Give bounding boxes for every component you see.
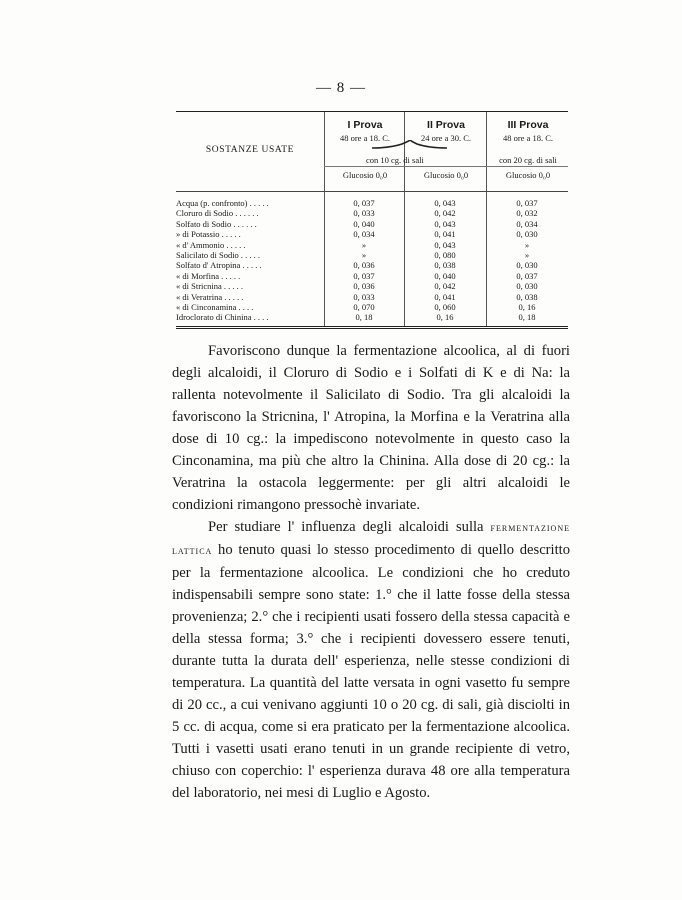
table-row bbox=[176, 198, 568, 208]
row-substance: Acqua (p. confronto) . . . . . bbox=[176, 198, 269, 208]
row-value-trial-3: 0, 032 bbox=[516, 208, 538, 219]
substances-header: SOSTANZE USATE bbox=[205, 145, 295, 155]
row-substance: « di Stricnina . . . . . bbox=[176, 281, 244, 292]
row-substance: Solfato d' Atropina . . . . . bbox=[176, 260, 262, 271]
row-value-trial-2: 0, 043 bbox=[434, 218, 456, 229]
row-substance: « di Morfina . . . . . bbox=[176, 270, 241, 281]
row-value-trial-1: 0, 033 bbox=[353, 208, 375, 219]
row-value-trial-3: 0, 038 bbox=[516, 291, 538, 302]
trial-2-glucose-label: Glucosio 0₀0 bbox=[423, 170, 469, 180]
row-value-trial-3: 0, 16 bbox=[518, 301, 536, 312]
table-row bbox=[176, 250, 568, 260]
row-value-trial-2: 0, 042 bbox=[434, 208, 456, 219]
table-body bbox=[176, 192, 568, 326]
header-trial-3 bbox=[486, 112, 569, 191]
row-value-trial-3: 0, 030 bbox=[516, 281, 538, 292]
row-value-trial-1: 0, 036 bbox=[353, 260, 375, 271]
row-value-trial-3: 0, 034 bbox=[516, 218, 538, 229]
row-substance: « di Veratrina . . . . . bbox=[176, 291, 244, 302]
row-value-trial-2: 0, 060 bbox=[434, 301, 456, 312]
row-value-trial-1: 0, 18 bbox=[355, 312, 373, 323]
table-row bbox=[176, 240, 568, 250]
table-row bbox=[176, 208, 568, 218]
header-trial-1 bbox=[324, 112, 405, 191]
paragraph-2-smallcaps: fermentazione lattica bbox=[172, 522, 570, 557]
trial-3-title: III Prova bbox=[507, 119, 549, 131]
row-substance: Idroclorato di Chinina . . . . bbox=[176, 312, 269, 323]
row-value-trial-3: 0, 037 bbox=[516, 198, 538, 208]
header-trial-2 bbox=[404, 112, 487, 191]
row-value-trial-2: 0, 038 bbox=[434, 260, 456, 271]
trial-1-glucose-label: Glucosio 0₀0 bbox=[342, 170, 388, 180]
row-value-trial-1: » bbox=[361, 249, 367, 260]
table-row bbox=[176, 271, 568, 281]
row-substance: « d' Ammonio . . . . . bbox=[176, 239, 246, 250]
header-substances-cell bbox=[176, 112, 324, 191]
table-row bbox=[176, 312, 568, 322]
row-value-trial-2: 0, 042 bbox=[434, 281, 456, 292]
row-value-trial-1: 0, 034 bbox=[353, 229, 375, 240]
table-row bbox=[176, 219, 568, 229]
trial-1-title: I Prova bbox=[347, 119, 383, 131]
row-value-trial-3: 0, 030 bbox=[516, 229, 538, 240]
row-value-trial-2: 0, 041 bbox=[434, 291, 456, 302]
row-value-trial-2: 0, 080 bbox=[434, 249, 456, 260]
row-substance: « di Cinconamina . . . . bbox=[176, 301, 254, 312]
row-value-trial-3: 0, 18 bbox=[518, 312, 536, 323]
row-substance: Cloruro di Sodio . . . . . . bbox=[176, 208, 259, 219]
row-value-trial-3: » bbox=[524, 239, 530, 250]
row-value-trial-1: 0, 033 bbox=[353, 291, 375, 302]
trial-2-title: II Prova bbox=[427, 119, 465, 131]
table-row bbox=[176, 302, 568, 312]
row-value-trial-1: 0, 070 bbox=[353, 301, 375, 312]
paragraph-1: Favoriscono dunque la fermentazione alcoolica, al di fuori degli alcaloidi, il Cloruro di Sodio e i Solfati di K e di Na: la rallenta notevolmente il Salicilato di Sodio. Tra gli alcaloidi la favoriscono la Stricnina, l' Atropina, la Morfina e la Veratrina alla dose di 10 cg.: la impediscono notevolmente in questo caso la Cinconamina, ma più che altro la Chinina. Alla dose di 20 cg.: la Veratrina la ostacola leggermente: per gli altri alcaloidi le condizioni rimangono pressochè invariate. bbox=[172, 343, 570, 513]
row-value-trial-3: 0, 037 bbox=[516, 270, 538, 281]
row-value-trial-3: 0, 030 bbox=[516, 260, 538, 271]
table-row bbox=[176, 260, 568, 270]
row-value-trial-2: 0, 16 bbox=[436, 312, 454, 323]
row-value-trial-2: 0, 040 bbox=[434, 270, 456, 281]
page-number: — 8 — bbox=[316, 80, 366, 96]
row-substance: » di Potassio . . . . . bbox=[176, 229, 241, 240]
paragraph-2 bbox=[172, 516, 570, 804]
row-value-trial-1: 0, 040 bbox=[353, 218, 375, 229]
row-value-trial-1: » bbox=[361, 239, 367, 250]
dose-third-label: con 20 cg. di sali bbox=[499, 155, 557, 165]
table-header bbox=[176, 112, 568, 192]
trial-2-conditions: 24 ore a 30. C. bbox=[420, 133, 472, 143]
row-value-trial-3: » bbox=[524, 249, 530, 260]
row-value-trial-2: 0, 043 bbox=[434, 239, 456, 250]
subheader-divider bbox=[324, 166, 568, 167]
dose-shared-label: con 10 cg. di sali bbox=[366, 155, 424, 165]
row-substance: Solfato di Sodio . . . . . . bbox=[176, 218, 257, 229]
table-row bbox=[176, 281, 568, 291]
paragraph-2-start: Per studiare l' influenza degli alcaloidi sulla bbox=[208, 519, 484, 535]
body-text bbox=[172, 340, 570, 804]
row-value-trial-2: 0, 041 bbox=[434, 229, 456, 240]
row-value-trial-1: 0, 037 bbox=[353, 270, 375, 281]
brace-mark bbox=[372, 140, 447, 150]
trial-3-glucose-label: Glucosio 0₀0 bbox=[505, 170, 551, 180]
row-value-trial-1: 0, 037 bbox=[353, 198, 375, 208]
row-substance: Salicilato di Sodio . . . . . bbox=[176, 249, 261, 260]
paragraph-2-rest: ho tenuto quasi lo stesso procedimento di quello descritto per la fermentazione alcoolica. Le condizioni che ho creduto indispensabili sempre sono state: 1.° che il latte fosse della stessa provenienza; 2.° che i recipienti usati fossero della stessa capacità e della stessa forma; 3.° che i recipienti dovessero essere tenuti, durante tutta la durata dell' esperienza, nelle stesse condizioni di temperatura. La quantità del latte versata in ogni vasetto fu sempre di 20 cc., a cui venivano aggiunti 10 o 20 cg. di sali, già disciolti in 5 cc. di acqua, come si era praticato per la fermentazione alcoolica. Tutti i vasetti usati erano tenuti in un grande recipiente di vetro, chiuso con coperchio: l' esperienza durava 48 ore alla temperatura del laboratorio, nei mesi di Luglio e Agosto. bbox=[172, 542, 570, 801]
trial-3-conditions: 48 ore a 18. C. bbox=[502, 133, 554, 143]
table-row bbox=[176, 292, 568, 302]
row-value-trial-1: 0, 036 bbox=[353, 281, 375, 292]
table-row bbox=[176, 229, 568, 239]
row-value-trial-2: 0, 043 bbox=[434, 198, 456, 208]
results-table bbox=[176, 111, 568, 329]
trial-1-conditions: 48 ore a 18. C. bbox=[339, 133, 391, 143]
